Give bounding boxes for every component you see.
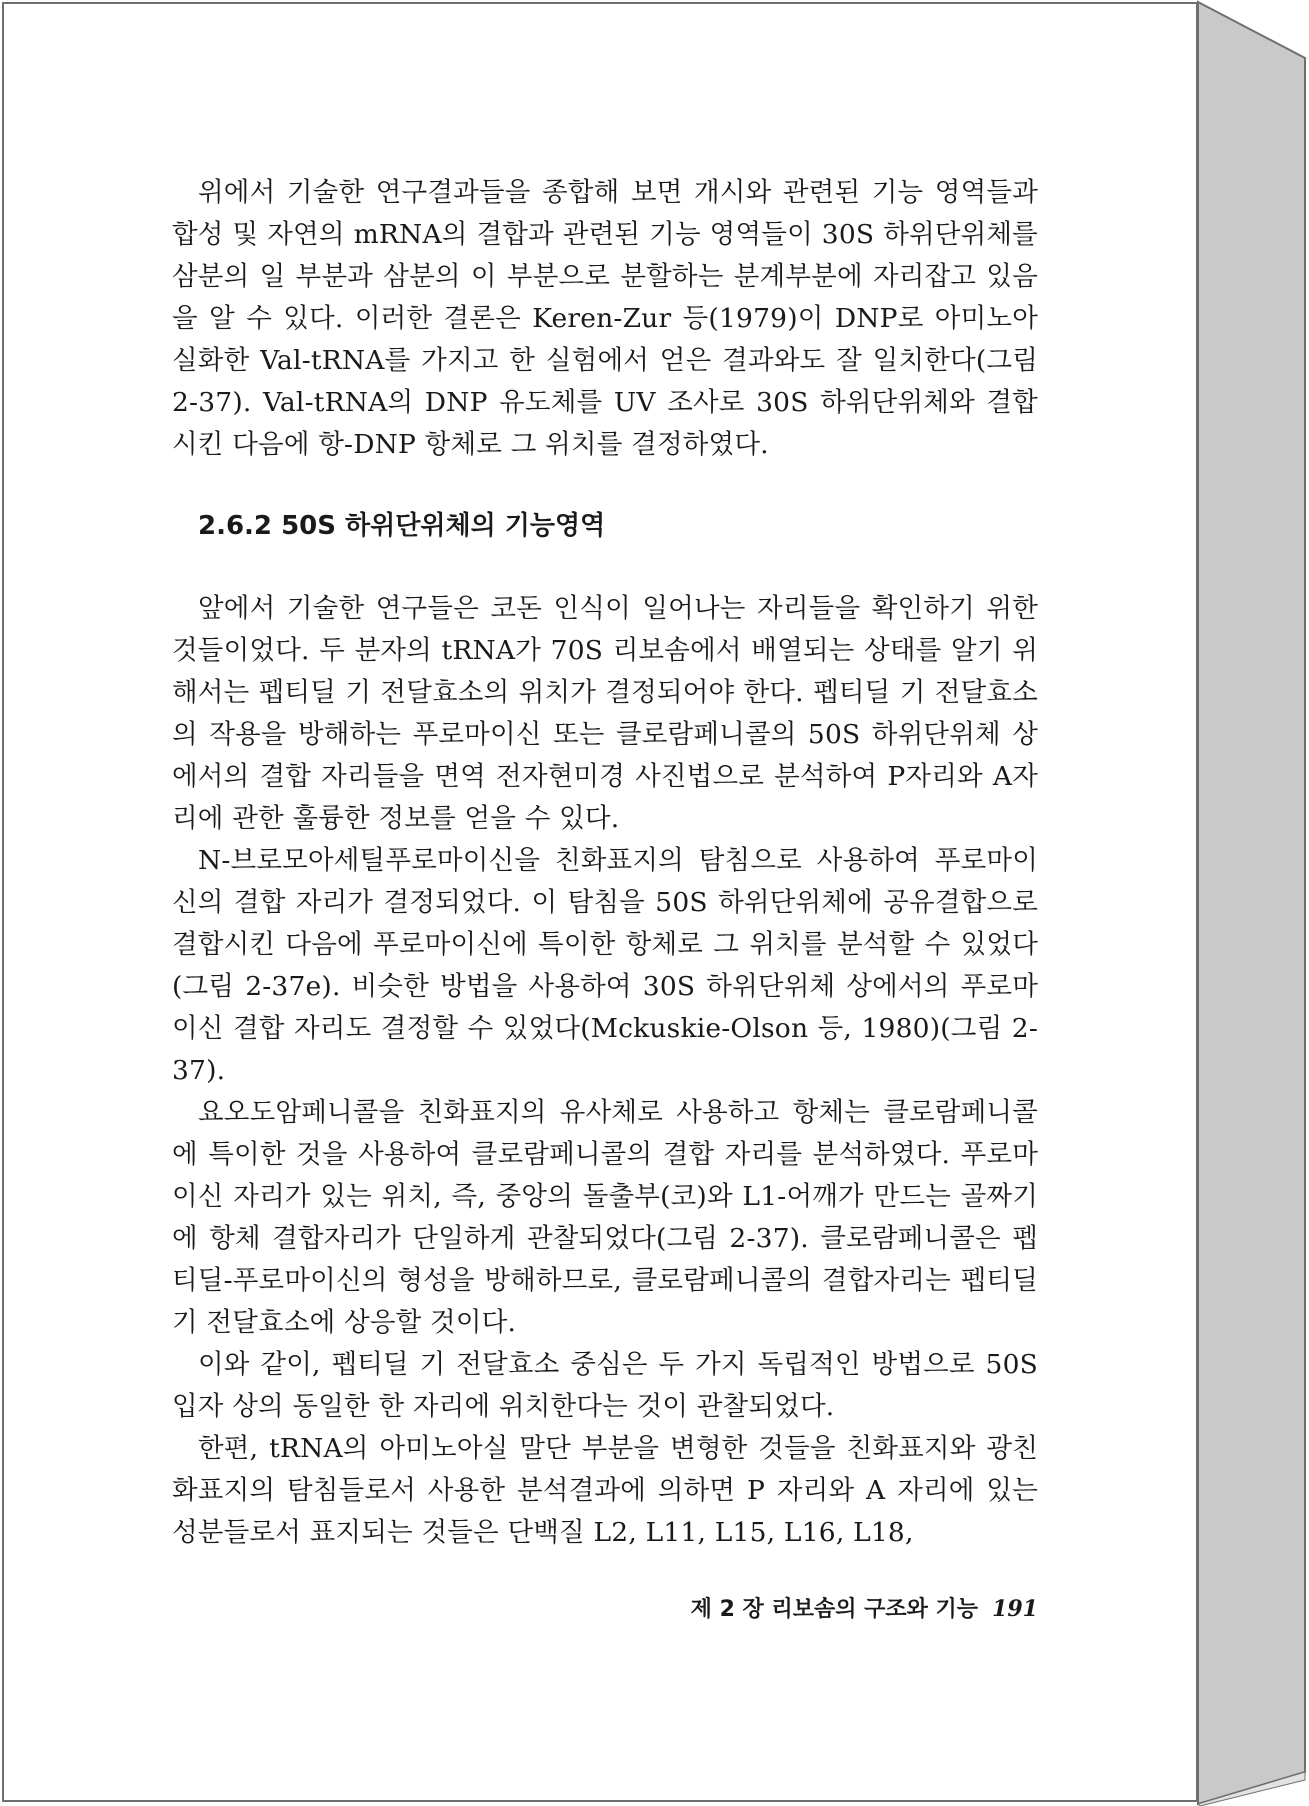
body-paragraph-3: 요오도암페니콜을 친화표지의 유사체로 사용하고 항체는 클로람페니콜에 특이한 것을 사용하여 클로람페니콜의 결합 자리를 분석하였다. 푸로마이신 자리가 있는 위치, 즉, 중앙의 돌출부(코)와 L1-어깨가 만드는 골짜기에 항체 결합자리가 단일하게 관찰되었다(그림 2-37). 클로람페니콜은 펩티딜-푸로마이신의 형성을 방해하므로, 클로람페니콜의 결합자리는 펩티딜 기 전달효소에 상응할 것이다.: [172, 1097, 1038, 1338]
body-paragraph-1: 앞에서 기술한 연구들은 코돈 인식이 일어나는 자리들을 확인하기 위한 것들이었다. 두 분자의 tRNA가 70S 리보솜에서 배열되는 상태를 알기 위해서는 펩티딜 기 전달효소의 위치가 결정되어야 한다. 펩티딜 기 전달효소의 작용을 방해하는 푸로마이신 또는 클로람페니콜의 50S 하위단위체 상에서의 결합 자리들을 면역 전자현미경 사진법으로 분석하여 P자리와 A자리에 관한 훌륭한 정보를 얻을 수 있다.: [172, 593, 1038, 834]
section-heading: 2.6.2 50S 하위단위체의 기능영역: [198, 511, 606, 541]
body-paragraph-4: 이와 같이, 펩티딜 기 전달효소 중심은 두 가지 독립적인 방법으로 50S 입자 상의 동일한 한 자리에 위치한다는 것이 관찰되었다.: [172, 1349, 1038, 1422]
body-paragraph-5: 한편, tRNA의 아미노아실 말단 부분을 변형한 것들을 친화표지와 광친화표지의 탐침들로서 사용한 분석결과에 의하면 P 자리와 A 자리에 있는 성분들로서 표지되는 것들은 단백질 L2, L11, L15, L16, L18,: [172, 1433, 1038, 1548]
intro-paragraph: 위에서 기술한 연구결과들을 종합해 보면 개시와 관련된 기능 영역들과 합성 및 자연의 mRNA의 결합과 관련된 기능 영역들이 30S 하위단위체를 삼분의 일 부분과 삼분의 이 부분으로 분할하는 분계부분에 자리잡고 있음을 알 수 있다. 이러한 결론은 Keren-Zur 등(1979)이 DNP로 아미노아실화한 Val-tRNA를 가지고 한 실험에서 얻은 결과와도 잘 일치한다(그림 2-37). Val-tRNA의 DNP 유도체를 UV 조사로 30S 하위단위체와 결합시킨 다음에 항-DNP 항체로 그 위치를 결정하였다.: [172, 177, 1038, 460]
running-footer: [624, 1592, 1038, 1623]
page-body: [172, 172, 1038, 1554]
chapter-title: 제 2 장 리보솜의 구조와 기능: [690, 1597, 979, 1622]
body-paragraph-2: N-브로모아세틸푸로마이신을 친화표지의 탐침으로 사용하여 푸로마이신의 결합 자리가 결정되었다. 이 탐침을 50S 하위단위체에 공유결합으로 결합시킨 다음에 푸로마이신에 특이한 항체로 그 위치를 분석할 수 있었다(그림 2-37e). 비슷한 방법을 사용하여 30S 하위단위체 상에서의 푸로마이신 결합 자리도 결정할 수 있었다(Mckuskie-Olson 등, 1980)(그림 2-37).: [172, 845, 1038, 1086]
document-page: [2, 2, 1198, 1802]
page-number: 191: [992, 1596, 1038, 1622]
page-stack-side: [1198, 2, 1305, 1804]
